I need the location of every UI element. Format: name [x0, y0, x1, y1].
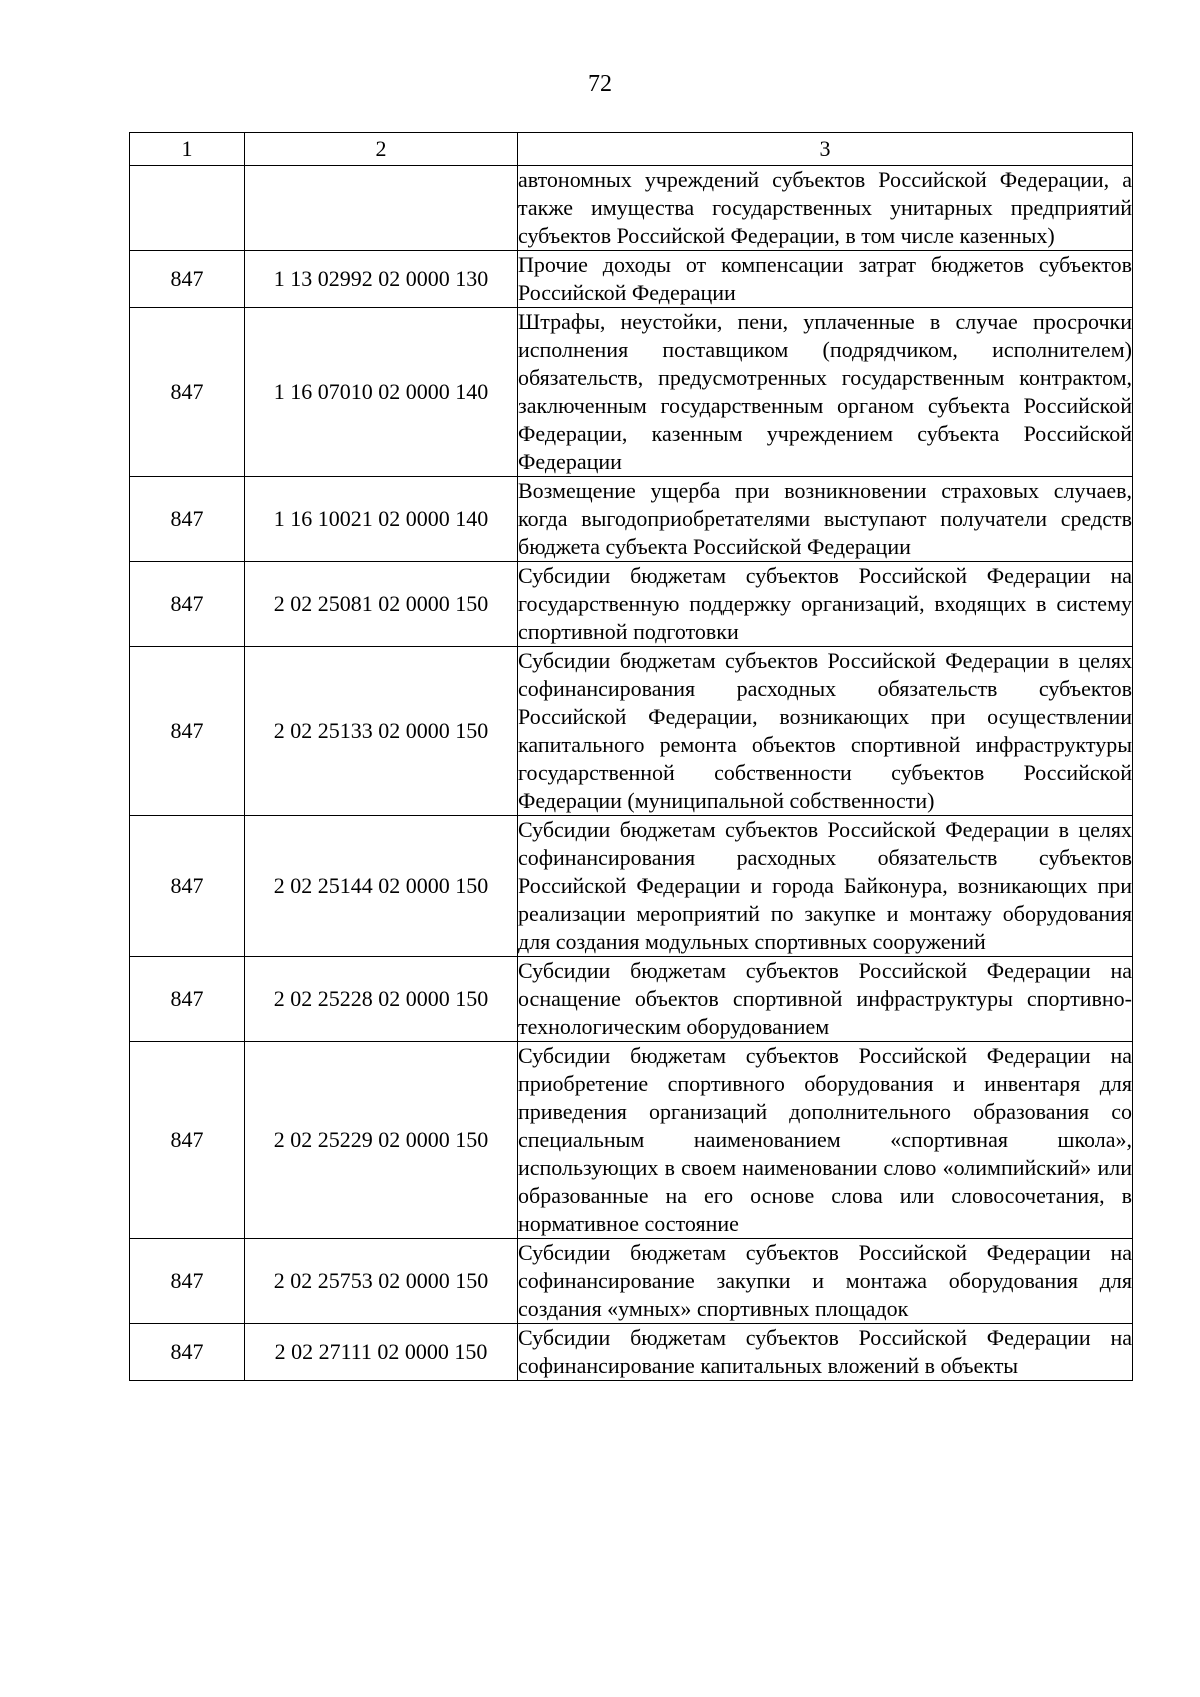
table-row	[130, 647, 1133, 816]
admin-code-cell: 847	[130, 477, 245, 562]
table-row	[130, 477, 1133, 562]
admin-code-cell: 847	[130, 1042, 245, 1239]
description-cell: Субсидии бюджетам субъектов Российской Федерации в целях софинансирования расходных обязательств субъектов Российской Федерации и города Байконура, возникающих при реализации мероприятий по закупке и монтажу оборудования для создания модульных спортивных сооружений	[518, 816, 1133, 957]
budget-classification-table	[129, 132, 1133, 1381]
revenue-code-cell: 2 02 27111 02 0000 150	[245, 1324, 518, 1381]
admin-code-cell: 847	[130, 1239, 245, 1324]
table-header-row	[130, 133, 1133, 166]
description-cell: Субсидии бюджетам субъектов Российской Федерации в целях софинансирования расходных обязательств субъектов Российской Федерации, возникающих при осуществлении капитального ремонта объектов спортивной инфраструктуры государственной собственности субъектов Российской Федерации (муниципальной собственности)	[518, 647, 1133, 816]
revenue-code-cell: 1 16 07010 02 0000 140	[245, 308, 518, 477]
description-cell: Прочие доходы от компенсации затрат бюджетов субъектов Российской Федерации	[518, 251, 1133, 308]
admin-code-cell: 847	[130, 816, 245, 957]
table-row	[130, 251, 1133, 308]
admin-code-cell: 847	[130, 957, 245, 1042]
column-header-1: 1	[130, 133, 245, 166]
revenue-code-cell: 2 02 25144 02 0000 150	[245, 816, 518, 957]
description-cell: Штрафы, неустойки, пени, уплаченные в случае просрочки исполнения поставщиком (подрядчиком, исполнителем) обязательств, предусмотренных государственным контрактом, заключенным государственным органом субъекта Российской Федерации, казенным учреждением субъекта Российской Федерации	[518, 308, 1133, 477]
admin-code-cell: 847	[130, 1324, 245, 1381]
revenue-code-cell: 2 02 25229 02 0000 150	[245, 1042, 518, 1239]
table-row	[130, 1042, 1133, 1239]
revenue-code-cell: 1 13 02992 02 0000 130	[245, 251, 518, 308]
table-row	[130, 1239, 1133, 1324]
description-cell: Субсидии бюджетам субъектов Российской Федерации на софинансирование закупки и монтажа оборудования для создания «умных» спортивных площадок	[518, 1239, 1133, 1324]
admin-code-cell: 847	[130, 562, 245, 647]
page-number: 72	[588, 71, 612, 97]
revenue-code-cell: 2 02 25081 02 0000 150	[245, 562, 518, 647]
description-cell: Возмещение ущерба при возникновении страховых случаев, когда выгодоприобретателями выступают получатели средств бюджета субъекта Российской Федерации	[518, 477, 1133, 562]
admin-code-cell: 847	[130, 308, 245, 477]
description-cell: Субсидии бюджетам субъектов Российской Федерации на оснащение объектов спортивной инфраструктуры спортивно-технологическим оборудованием	[518, 957, 1133, 1042]
revenue-code-cell	[245, 166, 518, 251]
revenue-code-cell: 2 02 25228 02 0000 150	[245, 957, 518, 1042]
table-row	[130, 308, 1133, 477]
description-cell: Субсидии бюджетам субъектов Российской Федерации на приобретение спортивного оборудования и инвентаря для приведения организаций дополнительного образования со специальным наименованием «спортивная школа», использующих в своем наименовании слово «олимпийский» или образованные на его основе слова или словосочетания, в нормативное состояние	[518, 1042, 1133, 1239]
table-row	[130, 1324, 1133, 1381]
column-header-2: 2	[245, 133, 518, 166]
revenue-code-cell: 2 02 25133 02 0000 150	[245, 647, 518, 816]
admin-code-cell: 847	[130, 647, 245, 816]
description-cell: автономных учреждений субъектов Российской Федерации, а также имущества государственных унитарных предприятий субъектов Российской Федерации, в том числе казенных)	[518, 166, 1133, 251]
table-row	[130, 957, 1133, 1042]
table-row	[130, 562, 1133, 647]
revenue-code-cell: 1 16 10021 02 0000 140	[245, 477, 518, 562]
admin-code-cell	[130, 166, 245, 251]
admin-code-cell: 847	[130, 251, 245, 308]
description-cell: Субсидии бюджетам субъектов Российской Федерации на софинансирование капитальных вложений в объекты	[518, 1324, 1133, 1381]
column-header-3: 3	[518, 133, 1133, 166]
description-cell: Субсидии бюджетам субъектов Российской Федерации на государственную поддержку организаций, входящих в систему спортивной подготовки	[518, 562, 1133, 647]
table-row	[130, 816, 1133, 957]
table-row	[130, 166, 1133, 251]
revenue-code-cell: 2 02 25753 02 0000 150	[245, 1239, 518, 1324]
